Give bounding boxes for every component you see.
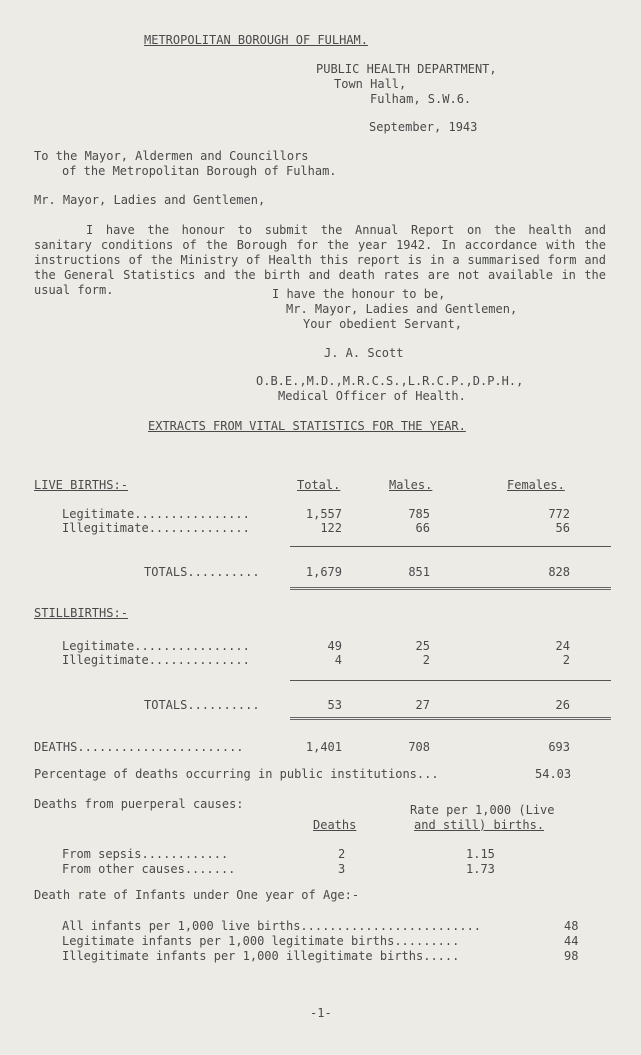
live-births-legitimate-females: 772 — [548, 507, 570, 521]
document-title: METROPOLITAN BOROUGH OF FULHAM. — [144, 33, 368, 47]
live-births-totals-total: 1,679 — [305, 565, 342, 579]
letter-paragraph: I have the honour to submit the Annual Report on the health and sanitary conditions of the Borough for the year 1942. In accordance with the instructions of the Ministry of Health this report is in a summarised form and the General Statistics and the birth and death rates are not available in the usual form. — [34, 223, 606, 297]
stillbirths-totals-males: 27 — [415, 698, 430, 712]
live-births-totals-males: 851 — [408, 565, 430, 579]
live-births-illegitimate-total: 122 — [320, 521, 342, 535]
column-header-females: Females. — [507, 478, 565, 492]
greeting: Mr. Mayor, Ladies and Gentlemen, — [34, 193, 266, 207]
page-number: -1- — [310, 1006, 332, 1020]
stillbirths-legitimate-label: Legitimate................ — [62, 639, 250, 653]
institutions-value: 54.03 — [535, 767, 572, 781]
puerperal-sepsis-rate: 1.15 — [466, 847, 495, 861]
stillbirths-heading: STILLBIRTHS:- — [34, 606, 128, 620]
signatory-role: Medical Officer of Health. — [278, 389, 466, 403]
puerperal-rate-header-2: and still) births. — [414, 818, 545, 832]
puerperal-other-rate: 1.73 — [466, 862, 495, 876]
letter-date: September, 1943 — [369, 120, 478, 134]
puerperal-sepsis-label: From sepsis............ — [62, 847, 229, 861]
column-header-total: Total. — [297, 478, 341, 492]
closing-line-1: I have the honour to be, — [272, 287, 446, 301]
deaths-total: 1,401 — [305, 740, 342, 754]
infant-all-value: 48 — [564, 919, 579, 933]
addressee-line-1: To the Mayor, Aldermen and Councillors — [34, 149, 309, 163]
stillbirths-legitimate-males: 25 — [415, 639, 430, 653]
infant-illegitimate-value: 98 — [564, 949, 579, 963]
live-births-totals-label: TOTALS.......... — [144, 565, 260, 579]
infant-legitimate-value: 44 — [564, 934, 579, 948]
signatory-qualifications: O.B.E.,M.D.,M.R.C.S.,L.R.C.P.,D.P.H., — [256, 374, 524, 388]
live-births-illegitimate-males: 66 — [415, 521, 430, 535]
infant-legitimate-label: Legitimate infants per 1,000 legitimate births......... — [62, 934, 460, 948]
closing-line-3: Your obedient Servant, — [303, 317, 462, 331]
puerperal-sepsis-deaths: 2 — [338, 847, 346, 861]
puerperal-heading: Deaths from puerperal causes: — [34, 797, 244, 811]
live-births-totals-females: 828 — [548, 565, 570, 579]
deaths-males: 708 — [408, 740, 430, 754]
puerperal-other-deaths: 3 — [338, 862, 346, 876]
closing-line-2: Mr. Mayor, Ladies and Gentlemen, — [286, 302, 518, 316]
signature-name: J. A. Scott — [324, 346, 404, 360]
stillbirths-illegitimate-males: 2 — [422, 653, 430, 667]
stillbirths-illegitimate-total: 4 — [334, 653, 342, 667]
stillbirths-illegitimate-females: 2 — [562, 653, 570, 667]
deaths-label: DEATHS....................... — [34, 740, 244, 754]
infant-illegitimate-label: Illegitimate infants per 1,000 illegitimate births..... — [62, 949, 460, 963]
live-births-legitimate-males: 785 — [408, 507, 430, 521]
column-header-males: Males. — [389, 478, 433, 492]
address-line-2: Fulham, S.W.6. — [370, 92, 472, 106]
address-line-1: Town Hall, — [334, 77, 407, 91]
stillbirths-totals-total: 53 — [327, 698, 342, 712]
infant-all-label: All infants per 1,000 live births......................... — [62, 919, 482, 933]
puerperal-other-label: From other causes....... — [62, 862, 236, 876]
stillbirths-legitimate-total: 49 — [327, 639, 342, 653]
live-births-legitimate-label: Legitimate................ — [62, 507, 250, 521]
extracts-title: EXTRACTS FROM VITAL STATISTICS FOR THE YEAR. — [148, 419, 466, 433]
live-births-illegitimate-label: Illegitimate.............. — [62, 521, 250, 535]
stillbirths-totals-females: 26 — [555, 698, 570, 712]
stillbirths-illegitimate-label: Illegitimate.............. — [62, 653, 250, 667]
puerperal-deaths-header: Deaths — [313, 818, 357, 832]
institutions-label: Percentage of deaths occurring in public institutions... — [34, 767, 439, 781]
live-births-illegitimate-females: 56 — [555, 521, 570, 535]
deaths-females: 693 — [548, 740, 570, 754]
stillbirths-totals-label: TOTALS.......... — [144, 698, 260, 712]
department-name: PUBLIC HEALTH DEPARTMENT, — [316, 62, 497, 76]
stillbirths-total-double-rule — [290, 717, 611, 720]
live-births-heading: LIVE BIRTHS:- — [34, 478, 128, 492]
puerperal-rate-header-1: Rate per 1,000 (Live — [410, 803, 555, 817]
addressee-line-2: of the Metropolitan Borough of Fulham. — [62, 164, 337, 178]
stillbirths-legitimate-females: 24 — [555, 639, 570, 653]
live-births-legitimate-total: 1,557 — [305, 507, 342, 521]
infant-mortality-heading: Death rate of Infants under One year of Age:- — [34, 888, 360, 902]
stillbirths-subtotal-rule — [290, 680, 611, 681]
live-births-subtotal-rule — [290, 546, 611, 547]
live-births-total-double-rule — [290, 587, 611, 590]
